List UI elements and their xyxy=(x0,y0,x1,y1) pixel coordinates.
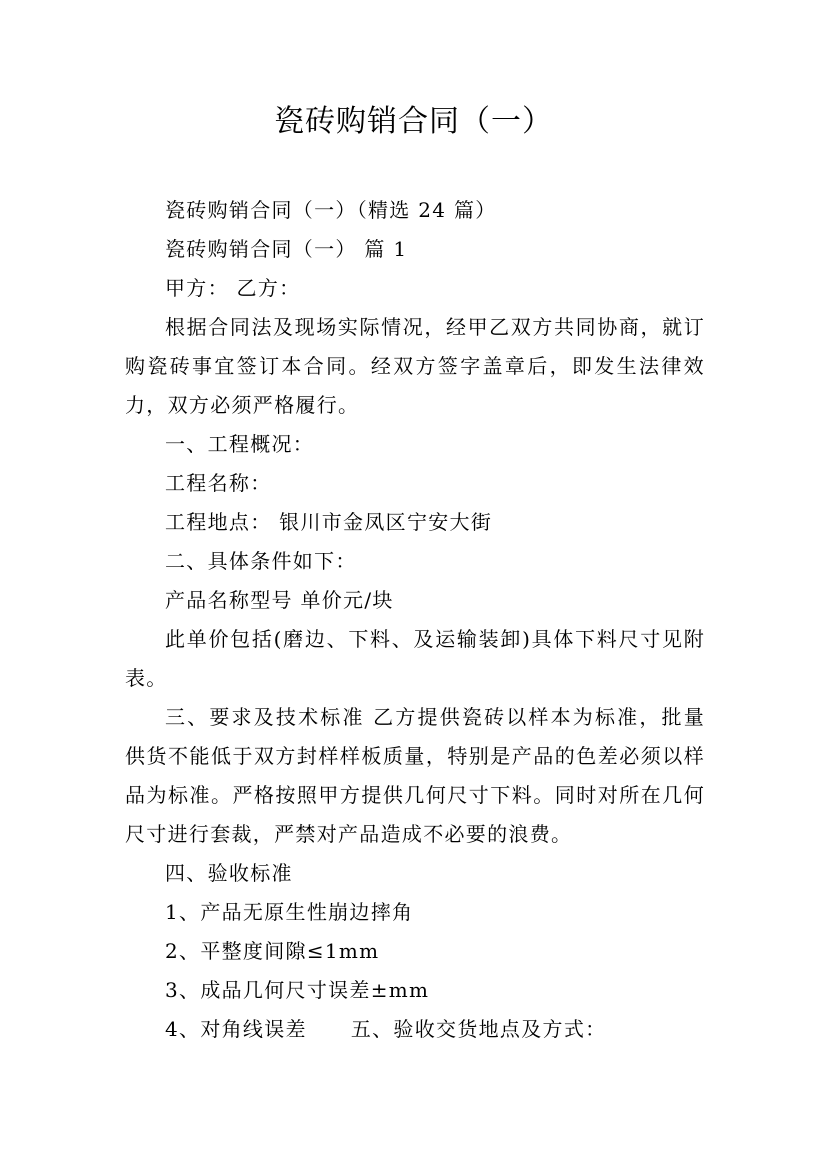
paragraph-preamble: 根据合同法及现场实际情况，经甲乙双方共同协商，就订购瓷砖事宜签订本合同。经双方签字盖章后，即发生法律效力，双方必须严格履行。 xyxy=(125,315,705,417)
document-title: 瓷砖购销合同（一） xyxy=(274,104,553,139)
section-5-heading: 五、验收交货地点及方式： xyxy=(350,1017,607,1041)
paragraph-parties: 甲方： 乙方： xyxy=(165,276,301,300)
paragraph-criterion-3: 3、成品几何尺寸误差±mm xyxy=(165,978,430,1002)
paragraph-conditions: 二、具体条件如下： xyxy=(165,549,357,573)
paragraph-criterion-1: 1、产品无原生性崩边摔角 xyxy=(165,900,414,924)
paragraph-project-location: 工程地点： 银川市金凤区宁安大街 xyxy=(165,510,493,534)
paragraph-section-heading: 瓷砖购销合同（一） 篇 1 xyxy=(165,237,408,261)
paragraph-project-overview: 一、工程概况： xyxy=(165,432,315,456)
paragraph-criterion-4 xyxy=(125,1010,705,1049)
paragraph-criterion-2: 2、平整度间隙≤1mm xyxy=(165,939,380,963)
paragraph-requirements: 三、要求及技术标准 乙方提供瓷砖以样本为标准，批量供货不能低于双方封样样板质量，特别是产品的色差必须以样品为标准。严格按照甲方提供几何尺寸下料。同时对所在几何尺寸进行套裁，严禁对产品造成不必要的浪费。 xyxy=(125,705,705,846)
paragraph-product-price: 产品名称型号 单价元/块 xyxy=(165,588,394,612)
paragraph-price-includes: 此单价包括(磨边、下料、及运输装卸)具体下料尺寸见附表。 xyxy=(125,627,705,690)
criterion-4-text: 4、对角线误差 xyxy=(165,1017,307,1041)
paragraph-project-name: 工程名称： xyxy=(165,471,272,495)
paragraph-acceptance-standard: 四、验收标准 xyxy=(165,861,293,885)
document-body xyxy=(125,191,705,1049)
paragraph-subtitle: 瓷砖购销合同（一）（精选 24 篇） xyxy=(165,198,497,222)
